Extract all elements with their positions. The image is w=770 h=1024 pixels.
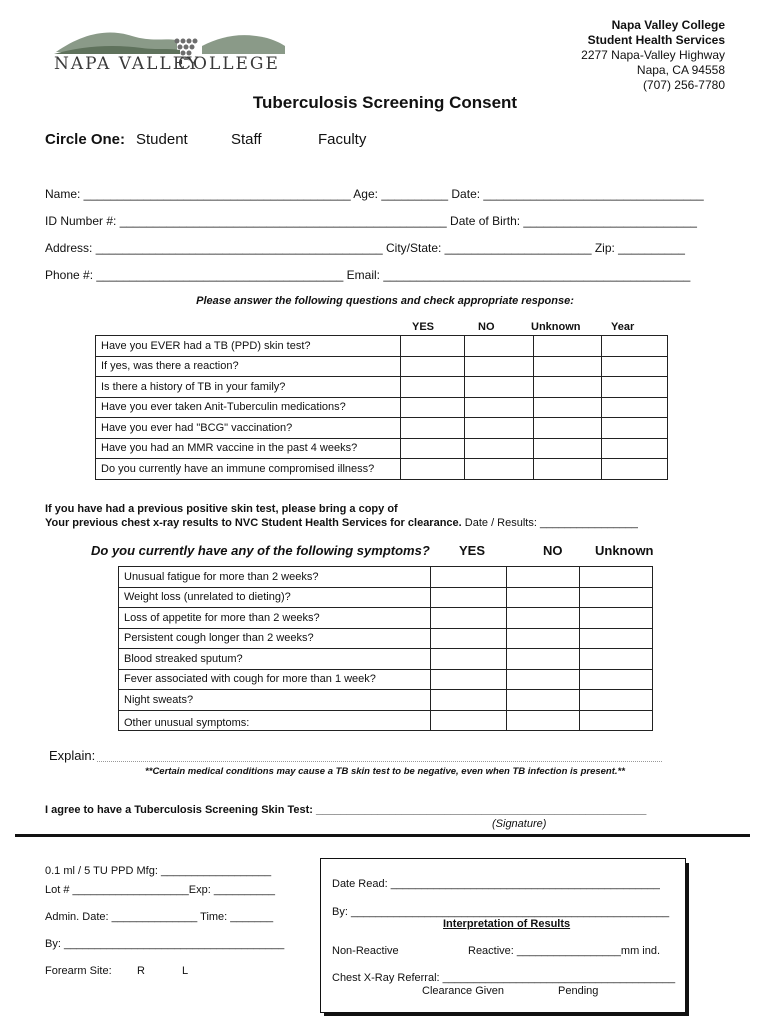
yes-cell[interactable] [401, 397, 465, 418]
symptoms-table [118, 566, 653, 731]
unknown-cell[interactable] [580, 628, 653, 649]
unknown-cell[interactable] [534, 418, 602, 439]
section-divider [15, 834, 750, 837]
table-row [119, 690, 653, 711]
symptom-cell: Loss of appetite for more than 2 weeks? [119, 608, 431, 629]
clearance-given-option[interactable]: Clearance Given [422, 985, 504, 997]
yes-cell[interactable] [431, 608, 507, 629]
question-cell: Have you EVER had a TB (PPD) skin test? [96, 336, 401, 357]
date-results-field[interactable]: Date / Results: ________________ [464, 517, 638, 529]
option-staff[interactable]: Staff [231, 131, 262, 148]
question-cell: Do you currently have an immune compromised illness? [96, 459, 401, 480]
year-cell[interactable] [602, 356, 668, 377]
unknown-cell[interactable] [580, 710, 653, 731]
ppd-mfg-field[interactable]: 0.1 ml / 5 TU PPD Mfg: __________________ [45, 865, 272, 877]
unknown-cell[interactable] [580, 690, 653, 711]
yes-cell[interactable] [401, 356, 465, 377]
forearm-left-option[interactable]: L [182, 965, 189, 977]
explain-field[interactable] [97, 761, 662, 762]
interpretation-heading: Interpretation of Results [443, 918, 571, 930]
t1-header-unknown: Unknown [531, 321, 581, 333]
t1-header-no: NO [478, 321, 495, 333]
t2-header-no: NO [543, 543, 563, 558]
yes-cell[interactable] [431, 628, 507, 649]
yes-cell[interactable] [431, 587, 507, 608]
t2-header-unknown: Unknown [595, 543, 654, 558]
year-cell[interactable] [602, 418, 668, 439]
unknown-cell[interactable] [534, 356, 602, 377]
date-read-field[interactable]: Date Read: ____________________________________________ [332, 878, 660, 890]
question-cell: If yes, was there a reaction? [96, 356, 401, 377]
unknown-cell[interactable] [534, 397, 602, 418]
reactive-mm-field[interactable]: Reactive: _________________mm ind. [468, 945, 661, 957]
forearm-right-option[interactable]: R [137, 965, 145, 977]
no-cell[interactable] [507, 710, 580, 731]
city-address: Napa, CA 94558 [636, 63, 725, 77]
symptom-cell: Persistent cough longer than 2 weeks? [119, 628, 431, 649]
street-address: 2277 Napa-Valley Highway [581, 48, 725, 62]
forearm-site-label: Forearm Site: [45, 965, 112, 977]
yes-cell[interactable] [401, 418, 465, 439]
table-row [96, 336, 668, 357]
phone-email-field[interactable]: Phone #: _____________________________________ Email: ______________________________________________ [45, 268, 691, 282]
t1-header-year: Year [611, 321, 635, 333]
year-cell[interactable] [602, 438, 668, 459]
table-row [119, 608, 653, 629]
logo-text-left: NAPA VALLEY [54, 54, 201, 74]
header-address [581, 18, 725, 93]
dept-name: Student Health Services [587, 33, 725, 47]
yes-cell[interactable] [401, 377, 465, 398]
question-cell: Is there a history of TB in your family? [96, 377, 401, 398]
table-row [119, 628, 653, 649]
name-age-date-field[interactable]: Name: ________________________________________ Age: __________ Date: _________________________________ [45, 187, 704, 201]
unknown-cell[interactable] [580, 608, 653, 629]
org-name: Napa Valley College [611, 18, 725, 32]
results-box [320, 858, 686, 1013]
table-row [96, 418, 668, 439]
pending-option[interactable]: Pending [558, 985, 599, 997]
symptom-cell: Night sweats? [119, 690, 431, 711]
instructions: Please answer the following questions and check appropriate response: [196, 295, 574, 307]
yes-cell[interactable] [401, 459, 465, 480]
address-field[interactable]: Address: ___________________________________________ City/State: ______________________ Zip: __________ [45, 241, 685, 255]
no-cell[interactable] [507, 587, 580, 608]
unknown-cell[interactable] [580, 669, 653, 690]
reader-by-field[interactable]: By: ____________________________________________________ [332, 906, 670, 918]
id-dob-field[interactable]: ID Number #: _________________________________________________ Date of Birth: __________________________ [45, 214, 697, 228]
no-cell[interactable] [465, 459, 534, 480]
no-cell[interactable] [507, 690, 580, 711]
college-logo [52, 24, 287, 80]
unknown-cell[interactable] [534, 336, 602, 357]
by-field[interactable]: By: ____________________________________ [45, 938, 285, 950]
xray-note-text: Your previous chest x-ray results to NVC Student Health Services for clearance. [45, 517, 462, 529]
yes-cell[interactable] [401, 438, 465, 459]
circle-one-label: Circle One: [45, 131, 126, 148]
symptom-cell: Fever associated with cough for more than 1 week? [119, 669, 431, 690]
page-title: Tuberculosis Screening Consent [252, 93, 518, 112]
medical-note: **Certain medical conditions may cause a TB skin test to be negative, even when TB infection is present.** [145, 766, 625, 777]
table-row [119, 587, 653, 608]
table-row [96, 459, 668, 480]
table-row [119, 710, 653, 731]
explain-label: Explain: [49, 748, 96, 763]
table-row [96, 356, 668, 377]
option-student[interactable]: Student [136, 131, 188, 148]
question-cell: Have you ever taken Anit-Tuberculin medications? [96, 397, 401, 418]
yes-cell[interactable] [431, 649, 507, 670]
signature-caption: (Signature) [492, 818, 547, 830]
admin-date-time-field[interactable]: Admin. Date: ______________ Time: _______ [45, 911, 274, 923]
year-cell[interactable] [602, 397, 668, 418]
agree-signature-line[interactable]: I agree to have a Tuberculosis Screening Skin Test: ______________________________________________________ [45, 804, 647, 816]
non-reactive-option[interactable]: Non-Reactive [332, 945, 399, 957]
option-faculty[interactable]: Faculty [318, 131, 367, 148]
yes-cell[interactable] [431, 669, 507, 690]
unknown-cell[interactable] [534, 459, 602, 480]
unknown-cell[interactable] [580, 567, 653, 588]
t2-header-yes: YES [459, 543, 486, 558]
symptom-cell: Weight loss (unrelated to dieting)? [119, 587, 431, 608]
logo-text-right: COLLEGE [178, 54, 280, 74]
circle-one-row [45, 131, 125, 148]
table-row [96, 438, 668, 459]
xray-referral-field[interactable]: Chest X-Ray Referral: ______________________________________ [332, 972, 676, 984]
yes-cell[interactable] [431, 567, 507, 588]
no-cell[interactable] [507, 608, 580, 629]
no-cell[interactable] [465, 438, 534, 459]
symptom-cell: Other unusual symptoms: [119, 710, 431, 731]
table-row [96, 397, 668, 418]
symptom-cell: Unusual fatigue for more than 2 weeks? [119, 567, 431, 588]
lot-exp-field[interactable]: Lot # ___________________Exp: __________ [45, 884, 276, 896]
yes-cell[interactable] [401, 336, 465, 357]
year-cell[interactable] [602, 459, 668, 480]
no-cell[interactable] [465, 356, 534, 377]
no-cell[interactable] [507, 669, 580, 690]
no-cell[interactable] [465, 418, 534, 439]
t1-header-yes: YES [412, 321, 435, 333]
table-row [119, 669, 653, 690]
yes-cell[interactable] [431, 710, 507, 731]
yes-cell[interactable] [431, 690, 507, 711]
year-cell[interactable] [602, 336, 668, 357]
tb-history-table [95, 335, 668, 480]
phone-number: (707) 256-7780 [642, 78, 725, 92]
symptom-cell: Blood streaked sputum? [119, 649, 431, 670]
table-row [119, 567, 653, 588]
no-cell[interactable] [507, 628, 580, 649]
no-cell[interactable] [465, 397, 534, 418]
question-cell: Have you had an MMR vaccine in the past 4 weeks? [96, 438, 401, 459]
table-row [96, 377, 668, 398]
unknown-cell[interactable] [534, 438, 602, 459]
xray-note-line2 [45, 517, 638, 529]
unknown-cell[interactable] [580, 649, 653, 670]
table-row [119, 649, 653, 670]
no-cell[interactable] [465, 336, 534, 357]
unknown-cell[interactable] [534, 377, 602, 398]
xray-note-line1: If you have had a previous positive skin test, please bring a copy of [45, 503, 398, 515]
symptoms-question: Do you currently have any of the following symptoms? [91, 543, 430, 558]
no-cell[interactable] [465, 377, 534, 398]
question-cell: Have you ever had "BCG" vaccination? [96, 418, 401, 439]
no-cell[interactable] [507, 567, 580, 588]
no-cell[interactable] [507, 649, 580, 670]
year-cell[interactable] [602, 377, 668, 398]
unknown-cell[interactable] [580, 587, 653, 608]
